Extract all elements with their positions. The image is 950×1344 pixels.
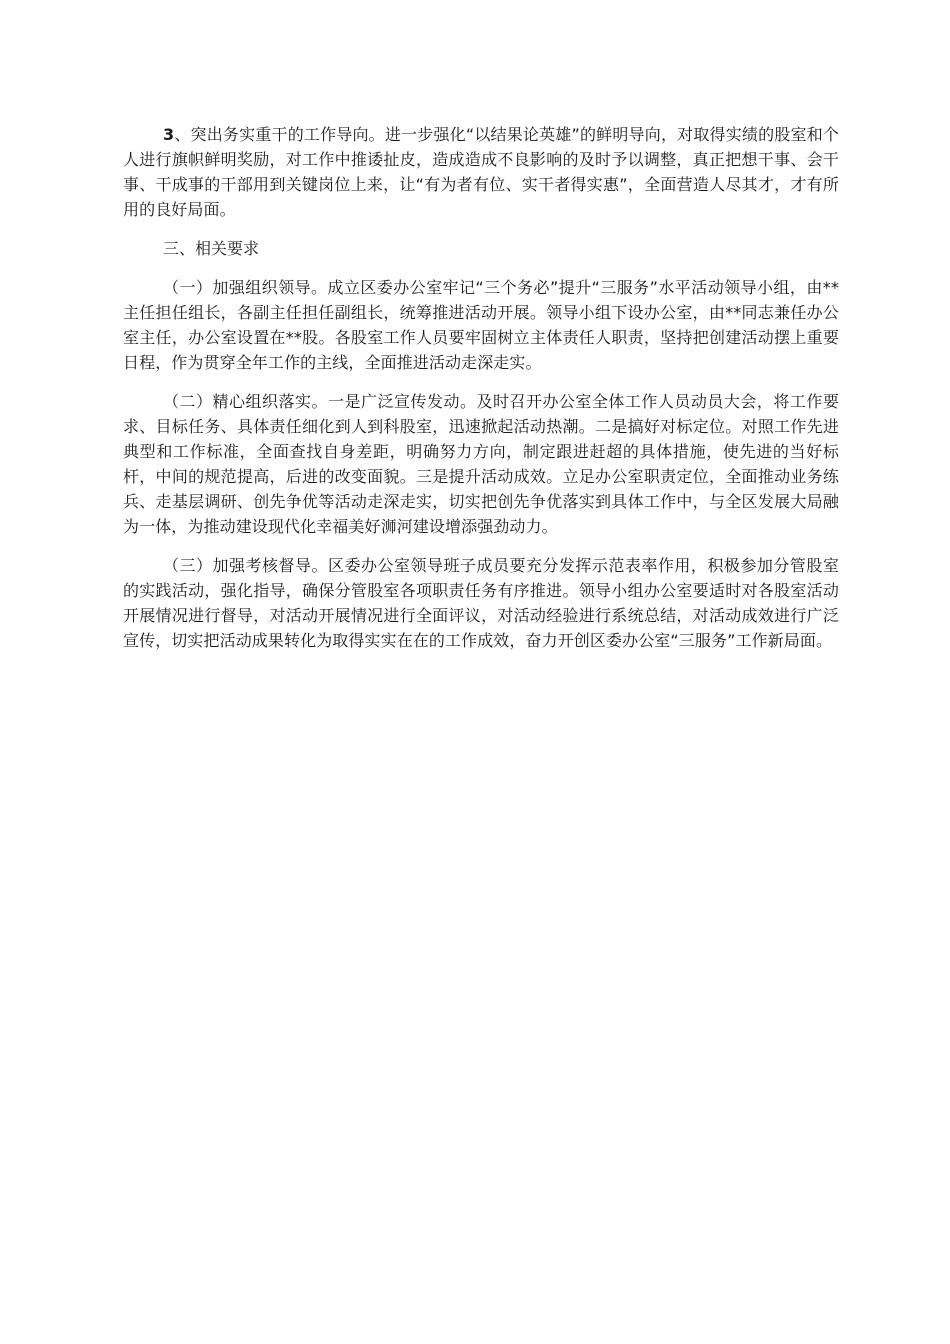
paragraph-organization-leadership: （一）加强组织领导。成立区委办公室牢记“三个务必”提升“三服务”水平活动领导小组，由**主任担任组长，各副主任担任副组长，统筹推进活动开展。领导小组下设办公室，由**同志兼任办公室主任，办公室设置在**股。各股室工作人员要牢固树立主体责任人职责，坚持把创建活动摆上重要日程，作为贯穿全年工作的主线，全面推进活动走深走实。 (123, 278, 839, 372)
section-heading: 三、相关要求 (163, 239, 260, 258)
paragraph-assessment-supervision: （三）加强考核督导。区委办公室领导班子成员要充分发挥示范表率作用，积极参加分管股室的实践活动，强化指导，确保分管股室各项职责任务有序推进。领导小组办公室要适时对各股室活动开展情况进行督导，对活动开展情况进行全面评议，对活动经验进行系统总结，对活动成效进行广泛宣传，切实把活动成果转化为取得实实在在的工作成效，奋力开创区委办公室“三服务”工作新局面。 (123, 556, 839, 650)
document-body (123, 122, 839, 667)
paragraph-text: 、突出务实重干的工作导向。进一步强化“以结果论英雄”的鲜明导向，对取得实绩的股室和个人进行旗帜鲜明奖励，对工作中推诿扯皮，造成造成不良影响的及时予以调整，真正把想干事、会干事、干成事的干部用到关键岗位上来，让“有为者有位、实干者得实惠”，全面营造人尽其才，才有所用的良好局面。 (123, 125, 839, 219)
item-number: 3 (163, 125, 175, 144)
paragraph-work-orientation (123, 122, 839, 222)
paragraph-implementation: （二）精心组织落实。一是广泛宣传发动。及时召开办公室全体工作人员动员大会，将工作要求、目标任务、具体责任细化到人到科股室，迅速掀起活动热潮。二是搞好对标定位。对照工作先进典型和工作标准，全面查找自身差距，明确努力方向，制定跟进赶超的具体措施，使先进的当好标杆，中间的规范提高，后进的改变面貌。三是提升活动成效。立足办公室职责定位，全面推动业务练兵、走基层调研、创先争优等活动走深走实，切实把创先争优落实到具体工作中，与全区发展大局融为一体，为推动建设现代化幸福美好浉河建设增添强劲动力。 (123, 392, 839, 536)
